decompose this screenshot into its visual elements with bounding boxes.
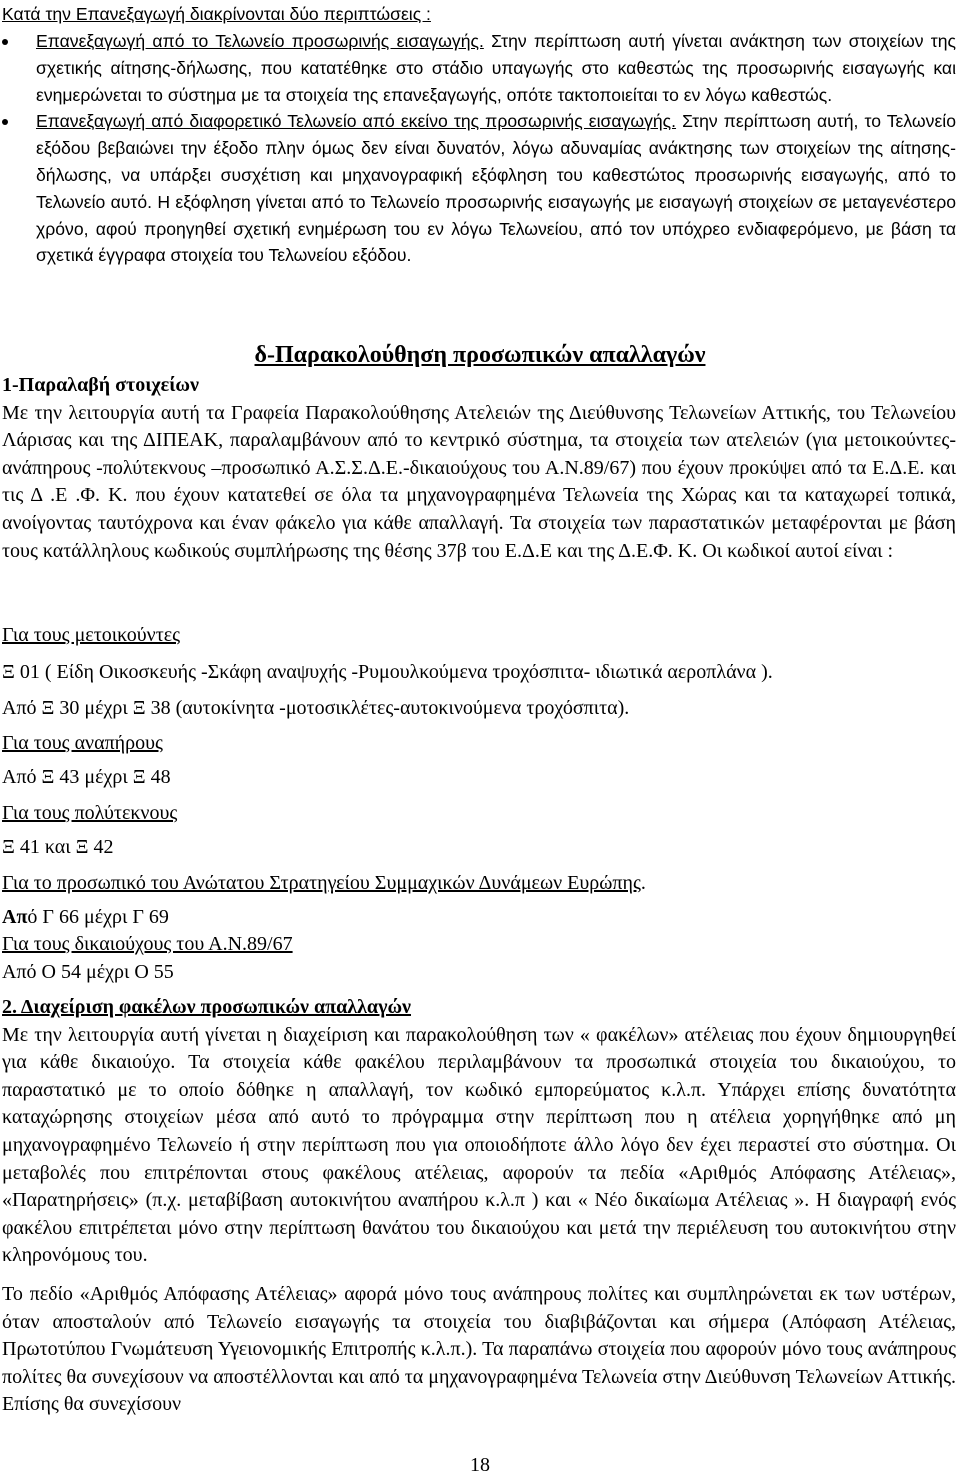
bullet-item-reexport-other-office bbox=[2, 108, 956, 269]
code-line: Από Γ 66 μέχρι Γ 69 bbox=[2, 905, 169, 928]
section-manage-folders bbox=[2, 994, 956, 1419]
code-group-label: Για τους πολύτεκνους bbox=[2, 802, 178, 824]
code-line: Ξ 41 και Ξ 42 bbox=[2, 835, 114, 858]
code-line: Από Ο 54 μέχρι Ο 55 bbox=[2, 960, 174, 983]
subsection-paragraph: Με την λειτουργία αυτή τα Γραφεία Παρακολούθησης Ατελειών της Διεύθυνσης Τελωνείων Αττικής, του Τελωνείου Λάρισας και της ΔΙΠΕΑΚ, παραλαμβάνουν από το κεντρικό σύστημα, τα στοιχεία των ατελειών (για μετοικούντες-ανάπηρους -πολύτεκνους –προσωπικό Α.Σ.Σ.Δ.Ε.-δικαιούχους του Α.Ν.89/67) που έχουν προκύψει από τα Ε.Δ.Ε. και τις Δ .Ε .Φ. Κ. που έχουν κατατεθεί σε όλα τα μηχανογραφημένα Τελωνεία της Χώρας και τα καταχωρεί τοπικά, ανοίγοντας ταυτόχρονα και έναν φάκελο για κάθε απαλλαγή. Τα στοιχεία των παραστατικών μεταφέρονται με βάση τους κατάλληλους κωδικούς συμπλήρωσης της θέσης 37β του Ε.Δ.Ε και της Δ.Ε.Φ. Κ. Οι κωδικοί αυτοί είναι : bbox=[2, 401, 956, 562]
bullet-lead: Επανεξαγωγή από διαφορετικό Τελωνείο από εκείνο της προσωρινής εισαγωγής. bbox=[36, 111, 677, 132]
bullet-lead: Επανεξαγωγή από το Τελωνείο προσωρινής εισαγωγής. bbox=[36, 31, 484, 51]
bullet-list bbox=[2, 28, 956, 269]
intro-line: Κατά την Επανεξαγωγή διακρίνονται δύο περιπτώσεις : bbox=[2, 4, 431, 24]
bullet-item-reexport-same-office bbox=[2, 28, 956, 108]
subsection-title: 1-Παραλαβή στοιχείων bbox=[2, 374, 199, 396]
subsection-title: 2. Διαχείριση φακέλων προσωπικών απαλλαγών bbox=[2, 996, 411, 1018]
code-group-label: Για τους αναπήρους bbox=[2, 732, 163, 754]
bullet-text: Στην περίπτωση αυτή, το Τελωνείο εξόδου βεβαιώνει την έξοδο πλην όμως δεν είναι δυνατόν, λόγω αδυναμίας ανάκτησης των στοιχείων της αίτησης-δήλωσης, να υπάρξει συσχέτιση και μηχανογραφική εξόφληση του καθεστώτος προσωρινής εισαγωγής, από το Τελωνείο αυτό. Η εξόφληση γίνεται από το Τελωνείο προσωρινής εισαγωγής με εισαγωγή στοιχείων σε μεταγενέστερο χρόνο, αφού προηγηθεί σχετική ενημέρωση του εν λόγω Τελωνείου, από τον υπόχρεο ενδιαφερόμενο, με βάση τα σχετικά έγγραφα στοιχεία του Τελωνείου εξόδου. bbox=[36, 111, 956, 266]
subsection-paragraph: Με την λειτουργία αυτή γίνεται η διαχείριση και παρακολούθηση των « φακέλων» ατέλειας που έχουν δημιουργηθεί για κάθε δικαιούχο. Τα στοιχεία κάθε φακέλου περιλαμβάνουν τα προσωπικά στοιχεία του δικαιούχου, το παραστατικό με το οποίο δόθηκε η απαλλαγή, τον κωδικό εμπορεύματος κ.λ.π. Υπάρχει επίσης δυνατότητα καταχώρησης στοιχείων μέσα από αυτό το πρόγραμμα στην περίπτωση που η ατέλεια χορηγήθηκε από μη μηχανογραφημένο Τελωνείο ή στην περίπτωση που για οποιοδήποτε άλλο λόγο δεν έχει περαστεί στο σύστημα. Οι μεταβολές που επιτρέπονται στους φακέλους ατέλειας, αφορούν τα πεδία «Αριθμός Απόφασης Ατέλειας», «Παρατηρήσεις» (π.χ. μεταβίβαση αυτοκινήτου αναπήρου κ.λ.π ) και « Νέο δικαίωμα Ατέλειας ». Η διαγραφή ενός φακέλου επιτρέπεται μόνο στην περίπτωση θανάτου του δικαιούχου και μετά την περιέλευση του αυτοκινήτου στην κληρονόμους του. bbox=[2, 1023, 956, 1267]
bullet-text: Στην περίπτωση αυτή γίνεται ανάκτηση των στοιχείων της σχετικής αίτησης-δήλωσης, που κατατέθηκε στο στάδιο υπαγωγής στο καθεστώς της προσωρινής εισαγωγής και ενημερώνεται το σύστημα με τα στοιχεία της επανεξαγωγής, οπότε τακτοποιείται το εν λόγω καθεστώς. bbox=[36, 31, 956, 105]
section-heading: δ-Παρακολούθηση προσωπικών απαλλαγών bbox=[254, 342, 706, 368]
code-line: Ξ 01 ( Είδη Οικοσκευής -Σκάφη αναψυχής -Ρυμουλκούμενα τροχόσπιτα- ιδιωτικά αεροπλάνα ). bbox=[2, 660, 773, 683]
codes-anapiroi bbox=[2, 730, 956, 791]
subsection-paragraph: Το πεδίο «Αριθμός Απόφασης Ατέλειας» αφορά μόνο τους ανάπηρους πολίτες και συμπληρώνεται εκ των υστέρων, όταν αποσταλούν από Τελωνείο εισαγωγής τα στοιχεία του διαβιβάζονται και σήμερα (Απόφαση Ατέλειας, Πρωτοτύπου Γνωμάτευση Υγειονομικής Επιτροπής κ.λ.π.). Τα παραπάνω στοιχεία που αφορούν μόνο τους ανάπηρους πολίτες θα συνεχίσουν να αποστέλλονται και από τα μηχανογραφημένα Τελωνεία στην Διεύθυνση Τελωνείων Αττικής. Επίσης θα συνεχίσουν bbox=[2, 1282, 956, 1416]
page-number: 18 bbox=[470, 1454, 490, 1476]
code-line: Από Ξ 43 μέχρι Ξ 48 bbox=[2, 765, 171, 788]
bullet-dot-icon bbox=[2, 119, 8, 125]
codes-polyteknoi bbox=[2, 800, 956, 861]
section-receive-data bbox=[2, 372, 956, 565]
code-group-label: Για το προσωπικό του Ανώτατου Στρατηγείου Συμμαχικών Δυνάμεων Ευρώπης bbox=[2, 872, 641, 894]
codes-dikaiouxoi bbox=[2, 931, 956, 986]
code-line: Από Ξ 30 μέχρι Ξ 38 (αυτοκίνητα -μοτοσικλέτες-αυτοκινούμενα τροχόσπιτα). bbox=[2, 697, 630, 720]
code-group-label: Για τους δικαιούχους του Α.Ν.89/67 bbox=[2, 933, 293, 955]
code-group-label-dot: . bbox=[640, 872, 646, 894]
code-group-label: Για τους μετοικούντες bbox=[2, 624, 181, 646]
codes-metoikountes bbox=[2, 622, 956, 723]
bullet-dot-icon bbox=[2, 39, 8, 45]
codes-assde bbox=[2, 870, 956, 931]
code-group-label-line bbox=[2, 870, 956, 898]
